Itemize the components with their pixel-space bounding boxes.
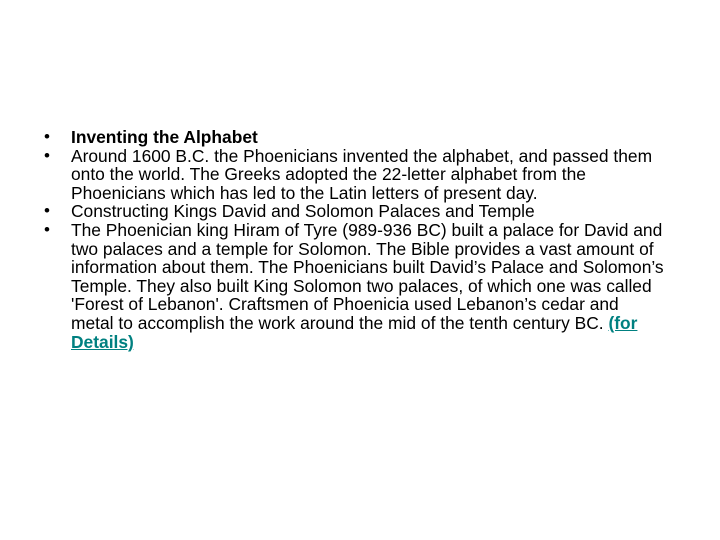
bullet-marker-icon: • xyxy=(44,201,50,221)
details-link[interactable]: (for Details) xyxy=(71,312,638,352)
bullet-marker-icon: • xyxy=(44,127,50,146)
bullet-item-alphabet-description xyxy=(44,147,664,203)
bullet-item-palaces-description xyxy=(44,221,664,351)
palaces-description-text: The Phoenician king Hiram of Tyre (989-936 BC) built a palace for David and two palaces and a temple for Solomon. The Bible provides a vast amount of information about them. The Phoenicians built David’s Palace and Solomon’s Temple. They also built King Solomon two palaces, of which one was called 'Forest of Lebanon'. Craftsmen of Phoenicia used Lebanon’s cedar and metal to accomplish the work around the mid of the tenth century BC. xyxy=(71,219,664,333)
bullet-marker-icon: • xyxy=(44,219,50,239)
bullet-list xyxy=(44,128,664,351)
bullet-item-palaces-heading xyxy=(44,202,664,221)
bullet-text-alphabet: Around 1600 B.C. the Phoenicians invented the alphabet, and passed them onto the world. The Greeks adopted the 22-letter alphabet from the Phoenicians which has led to the Latin letters of present day. xyxy=(71,145,653,203)
bullet-marker-icon: • xyxy=(44,145,50,165)
bullet-text-palaces xyxy=(71,221,664,351)
bullet-heading-alphabet: Inventing the Alphabet xyxy=(71,127,258,147)
bullet-heading-palaces: Constructing Kings David and Solomon Palaces and Temple xyxy=(71,201,535,222)
bullet-item-alphabet-heading xyxy=(44,128,664,147)
